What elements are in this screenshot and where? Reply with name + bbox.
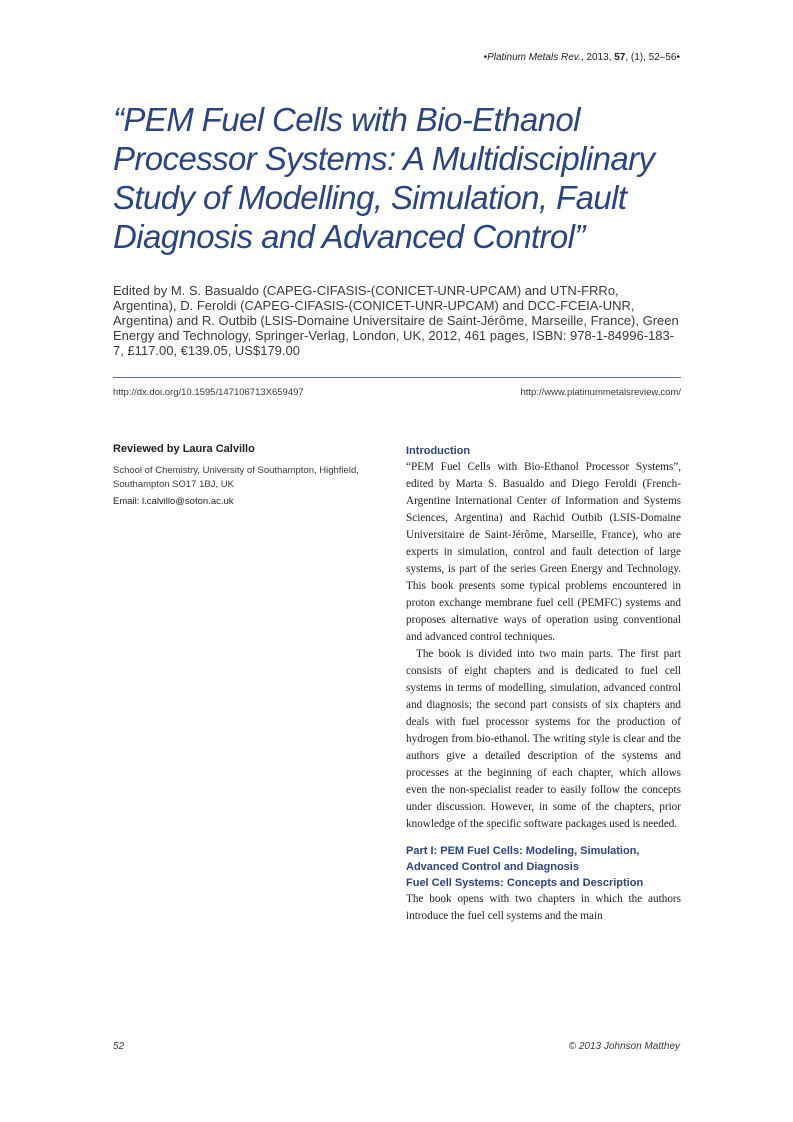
page-number: 52: [113, 1041, 125, 1052]
book-editors-details: Edited by M. S. Basualdo (CAPEG-CIFASIS-(CONICET-UNR-UPCAM) and UTN-FRRo, Argentina), D. Feroldi (CAPEG-CIFASIS-(CONICET-UNR-UPCAM) and DCC-FCEIA-UNR, Argentina) and R. Outbib (LSIS-Domaine Universitaire de Saint-Jérôme, Marseille, France), Green Energy and Technology, Springer-Verlag, London, UK, 2012, 461 pages, ISBN: 978-1-84996-183-7, £117.00, €139.05, US$179.00: [113, 283, 679, 358]
journal-volume: 57: [614, 52, 626, 63]
article-title: “PEM Fuel Cells with Bio-Ethanol Processor Systems: A Multidisciplinary Study of Modelling, Simulation, Fault Diagnosis and Advanced Control”: [113, 101, 655, 255]
reviewer-email[interactable]: Email: l.calvillo@soton.ac.uk: [113, 496, 234, 507]
journal-year: 2013,: [586, 52, 612, 63]
reviewer-name: Reviewed by Laura Calvillo: [113, 443, 255, 455]
reviewer-affiliation: School of Chemistry, University of Southampton, Highfield, Southampton SO17 1BJ, UK: [113, 465, 359, 490]
journal-name: Platinum Metals Rev.: [487, 52, 581, 63]
intro-paragraph-1: “PEM Fuel Cells with Bio-Ethanol Processor Systems”, edited by Marta S. Basualdo and Diego Feroldi (French-Argentine International Center of Information and Systems Sciences, Argentina) and Rachid Outbib (LSIS-Domaine Universitaire de Saint-Jérôme, Marseille, France), who are experts in simulation, control and fault detection of large systems, is part of the series Green Energy and Technology. This book presents some typical problems encountered in proton exchange membrane fuel cell (PEMFC) systems and proposes alternative ways of operation using conventional and advanced control techniques.: [406, 461, 681, 643]
running-header: •Platinum Metals Rev., 2013, 57, (1), 52–56•: [483, 52, 680, 63]
website-link[interactable]: http://www.platinummetalsreview.com/: [520, 387, 681, 398]
part1-paragraph-1: The book opens with two chapters in which the authors introduce the fuel cell systems and the main: [406, 893, 681, 922]
subsection-heading: Fuel Cell Systems: Concepts and Description: [406, 877, 644, 889]
header-divider: [113, 377, 681, 378]
part1-heading: Part I: PEM Fuel Cells: Modeling, Simulation, Advanced Control and Diagnosis: [406, 845, 640, 873]
intro-heading: Introduction: [406, 445, 471, 457]
intro-paragraph-2: The book is divided into two main parts. The first part consists of eight chapters and is dedicated to fuel cell systems in terms of modelling, simulation, advanced control and diagnosis; the second part consists of six chapters and deals with fuel processor systems for the production of hydrogen from bio-ethanol. The writing style is clear and the authors give a detailed description of the systems and processes at the beginning of each chapter, which allows even the non-specialist reader to easily follow the concepts under discussion. However, in some of the chapters, prior knowledge of the specific software packages used is needed.: [406, 648, 681, 830]
journal-issue-pages: (1), 52–56: [630, 52, 677, 63]
doi-link[interactable]: http://dx.doi.org/10.1595/147106713X659497: [113, 387, 304, 398]
reviewer-column: [113, 443, 383, 509]
body-column: [406, 443, 681, 925]
copyright-notice: © 2013 Johnson Matthey: [568, 1041, 680, 1052]
